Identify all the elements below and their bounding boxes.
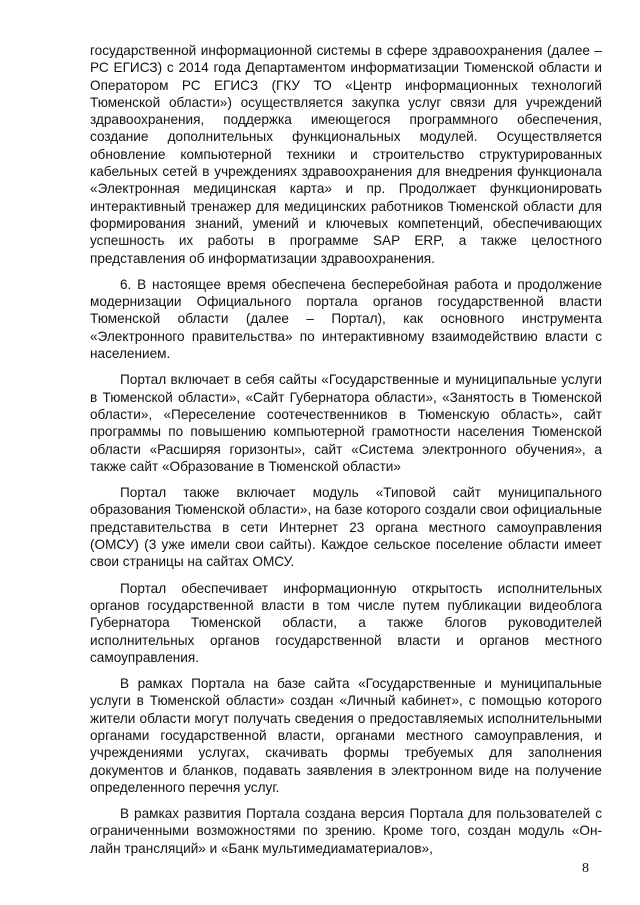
page-number: 8 [582, 861, 589, 876]
paragraph-continued: государственной информационной системы в сфере здравоохранения (далее – РС ЕГИСЗ) с 2014 года Департаментом информатизации Тюменской области и Оператором РС ЕГИСЗ (ГКУ ТО «Центр информационных технологий Тюменской области») осуществляется закупка услуг связи для учреждений здравоохранения, поддержка имеющегося программного обеспечения, создание дополнительных функциональных модулей. Осуществляется обновление компьютерной техники и строительство структурированных кабельных сетей в учреждениях здравоохранения для внедрения функционала «Электронная медицинская карта» и пр. Продолжает функционировать интерактивный тренажер для медицинских работников Тюменской области для формирования знаний, умений и ключевых компетенций, обеспечивающих успешность их работы в программе SAP ERP, а также целостного представления об информатизации здравоохранения. [90, 43, 602, 266]
body-text [90, 42, 602, 866]
paragraph-accessibility: В рамках развития Портала создана версия Портала для пользователей с ограниченными возможностями по зрению. Кроме того, создан модуль «Он-лайн трансляций» и «Банк мультимедиаматериалов», [90, 806, 602, 856]
paragraph-portal-sites: Портал включает в себя сайты «Государственные и муниципальные услуги в Тюменской области», «Сайт Губернатора области», «Занятость в Тюменской области», «Переселение соотечественников в Тюменскую область», сайт программы по повышению компьютерной грамотности населения Тюменской области «Расширяя горизонты», сайт «Система электронного обучения», а также сайт «Образование в Тюменской области» [90, 372, 602, 474]
paragraph-portal-modernization: 6. В настоящее время обеспечена бесперебойная работа и продолжение модернизации Официального портала органов государственной власти Тюменской области (далее – Портал), как основного инструмента «Электронного правительства» по интерактивному взаимодействию власти с населением. [90, 276, 602, 362]
paragraph-municipal-module: Портал также включает модуль «Типовой сайт муниципального образования Тюменской области», на базе которого создали свои официальные представительства в сети Интернет 23 органа местного самоуправления (ОМСУ) (3 уже имели свои сайты). Каждое сельское поселение области имеет свои страницы на сайтах ОМСУ. [90, 485, 602, 570]
paragraph-personal-cabinet: В рамках Портала на базе сайта «Государственные и муниципальные услуги в Тюменской области» создан «Личный кабинет», с помощью которого жители области могут получать сведения о предоставляемых исполнительными органами государственной власти, органами местного самоуправления, и учреждениями услугах, скачивать формы требуемых для заполнения документов и бланков, подавать заявления в электронном виде на получение определенного перечня услуг. [90, 676, 602, 795]
paragraph-openness: Портал обеспечивает информационную открытость исполнительных органов государственной власти в том числе путем публикации видеоблога Губернатора Тюменской области, а также блогов руководителей исполнительных органов государственной власти и органов местного самоуправления. [90, 580, 602, 665]
